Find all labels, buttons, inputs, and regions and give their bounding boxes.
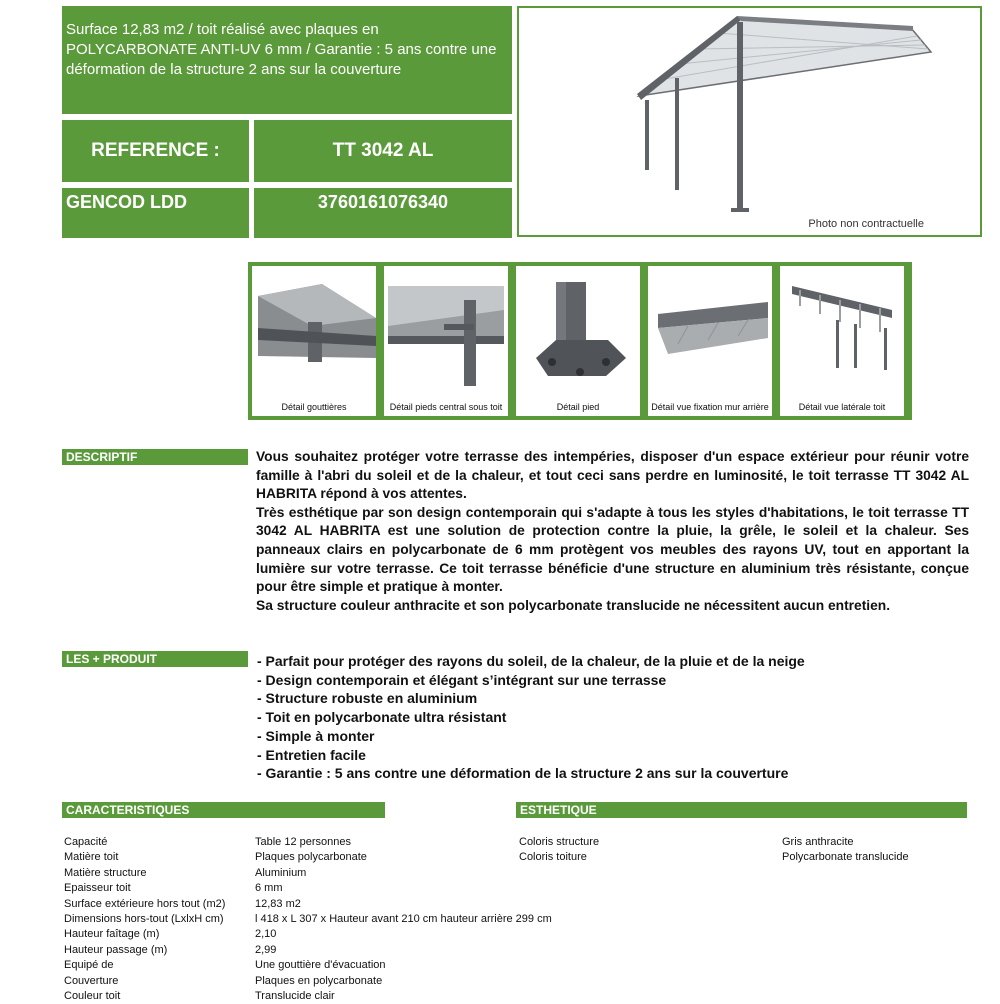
list-item: - Toit en polycarbonate ultra résistant <box>257 709 507 726</box>
plus-produit-label: LES + PRODUIT <box>62 651 248 667</box>
descriptif-label: DESCRIPTIF <box>62 449 248 465</box>
spec-value: Polycarbonate translucide <box>782 851 909 864</box>
caracteristiques-label: CARACTERISTIQUES <box>62 802 385 818</box>
spec-name: Coloris structure <box>519 836 600 848</box>
spec-value: l 418 x L 307 x Hauteur avant 210 cm hauteur arrière 299 cm <box>255 913 552 926</box>
list-item: - Simple à monter <box>257 727 375 744</box>
reference-label: REFERENCE : <box>62 120 249 182</box>
spec-name: Capacité <box>64 836 108 848</box>
thumbnail-caption: Détail pied <box>556 402 600 412</box>
spec-value: Aluminium <box>255 866 307 879</box>
thumbnail-side-roof-view <box>780 266 904 416</box>
wall-fixing-detail-photo-icon <box>648 266 772 390</box>
detail-thumbnails <box>248 262 912 420</box>
list-item: - Parfait pour protéger des rayons du soleil, de la chaleur, de la pluie et de la neige <box>257 653 805 669</box>
spec-value: Gris anthracite <box>782 836 854 848</box>
thumbnail-caption: Détail gouttières <box>281 402 347 412</box>
thumbnail-gutter-detail <box>252 266 376 416</box>
thumbnail-post-foot-detail <box>516 266 640 416</box>
side-roof-view-photo-icon <box>780 266 904 390</box>
thumbnail-wall-fixing-detail <box>648 266 772 416</box>
spec-name: Hauteur passage (m) <box>64 943 168 956</box>
thumbnail-caption: Détail vue fixation mur arrière <box>651 402 769 412</box>
spec-value: Une gouttière d'évacuation <box>255 959 386 972</box>
pergola-photo-icon <box>519 8 980 235</box>
description-paragraph: Vous souhaitez protéger votre terrasse des intempéries, disposer d'un espace extérieur pour réunir votre famille à l'abri du soleil et de la chaleur, et tout ceci sans perdre en luminosité, le toit terrasse TT 3042 AL HABRITA répond à vos attentes. <box>256 449 969 502</box>
central-post-detail-photo-icon <box>384 266 508 390</box>
gencod-label: GENCOD LDD <box>62 188 249 238</box>
spec-name: Matière structure <box>64 866 147 879</box>
list-item: - Structure robuste en aluminium <box>257 690 478 707</box>
spec-value: 6 mm <box>255 882 283 895</box>
spec-name: Dimensions hors-tout (LxlxH cm) <box>64 913 224 926</box>
description-text <box>256 448 969 615</box>
main-product-photo <box>517 6 982 237</box>
spec-value: 12,83 m2 <box>255 897 301 910</box>
thumbnail-caption: Détail vue latérale toit <box>798 402 886 412</box>
description-paragraph: Très esthétique par son design contemporain qui s'adapte à tous les styles d'habitations, le toit terrasse TT 3042 AL HABRITA est une solution de protection contre la pluie, la grêle, le soleil et la chaleur. Ses panneaux clairs en polycarbonate de 6 mm protègent vos meubles des rayons UV, tout en apportant la lumière sur votre terrasse. Ce toit terrasse bénéficie d'une structure en aluminium très résistante, conçue pour être simple et pratique à monter. <box>256 504 969 595</box>
esthetique-names-column <box>519 835 599 866</box>
list-item: - Garantie : 5 ans contre une déformation de la structure 2 ans sur la couverture <box>257 765 789 782</box>
spec-name: Hauteur faîtage (m) <box>64 928 160 941</box>
spec-name: Couverture <box>64 974 119 987</box>
spec-value: Table 12 personnes <box>255 836 352 848</box>
list-item: - Design contemporain et élégant s’intégrant sur une terrasse <box>257 671 667 688</box>
spec-value: Plaques en polycarbonate <box>255 974 383 987</box>
spec-value: 2,10 <box>255 928 277 941</box>
spec-name: Coloris toiture <box>519 851 587 864</box>
product-advantages-list <box>257 652 957 783</box>
reference-value: TT 3042 AL <box>254 120 512 182</box>
spec-names-column <box>64 835 225 1004</box>
esthetique-values-column <box>782 835 909 866</box>
spec-value: Plaques polycarbonate <box>255 851 367 864</box>
gutter-detail-photo-icon <box>252 266 376 390</box>
esthetique-label: ESTHETIQUE <box>516 802 967 818</box>
photo-caption: Photo non contractuelle <box>808 218 924 230</box>
description-paragraph: Sa structure couleur anthracite et son polycarbonate translucide ne nécessitent aucun entretien. <box>256 597 891 613</box>
spec-name: Epaisseur toit <box>64 882 131 895</box>
thumbnail-caption: Détail pieds central sous toit <box>389 402 503 412</box>
list-item: - Entretien facile <box>257 746 366 763</box>
spec-name: Surface extérieure hors tout (m2) <box>64 897 226 910</box>
spec-name: Equipé de <box>64 959 114 972</box>
thumbnail-central-post-detail <box>384 266 508 416</box>
product-subtitle: Surface 12,83 m2 / toit réalisé avec plaques en POLYCARBONATE ANTI-UV 6 mm / Garantie : 5 ans contre une déformation de la structure 2 ans sur la couverture <box>62 6 512 114</box>
spec-value: Translucide clair <box>255 990 335 1003</box>
spec-name: Couleur toit <box>64 990 121 1003</box>
spec-values-column <box>255 835 552 1004</box>
spec-value: 2,99 <box>255 943 277 956</box>
spec-name: Matière toit <box>64 851 119 864</box>
gencod-value: 3760161076340 <box>254 188 512 238</box>
post-foot-detail-photo-icon <box>516 266 640 390</box>
